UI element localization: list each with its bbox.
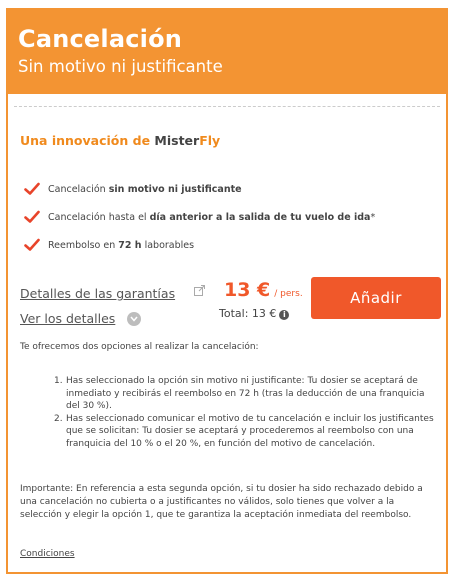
brand-line [20, 133, 220, 148]
brand-name-mister: Mister [154, 133, 200, 148]
feature-text: Reembolso en 72 h laborables [48, 239, 195, 251]
price-total [219, 307, 289, 320]
brand-prefix: Una innovación de [20, 133, 155, 148]
option-item [54, 413, 434, 451]
conditions-link[interactable]: Condiciones [20, 549, 75, 559]
option-text: Has seleccionado la opción sin motivo ni justificante: Tu dosier se aceptará de inmediato y recibirás el reembolso en 72 h (tras la deducción de una franquicia del 30 %). [66, 376, 425, 411]
option-item [54, 375, 434, 413]
check-icon [24, 182, 40, 196]
external-link-icon[interactable] [194, 285, 205, 296]
check-icon [24, 238, 40, 252]
chevron-down-icon[interactable] [127, 312, 141, 326]
view-details-link[interactable]: Ver los detalles [20, 311, 116, 326]
cancellation-card [6, 8, 448, 574]
price-per-label: / pers. [274, 289, 303, 299]
card-body [14, 106, 440, 566]
info-icon[interactable]: i [279, 310, 289, 320]
check-icon [24, 210, 40, 224]
guarantees-row [20, 283, 205, 302]
feature-item [24, 203, 375, 231]
options-intro: Te ofrecemos dos opciones al realizar la cancelación: [20, 342, 259, 352]
option-number: 1. [54, 376, 63, 386]
feature-item [24, 231, 375, 259]
price-amount: 13 € [224, 279, 271, 301]
important-note: Importante: En referencia a esta segunda opción, si tu dosier ha sido rechazado debido a una cancelación no cubierta o a justificantes no válidos, solo tienes que volver a la selección y elegir la opción 1, que te garantiza la aceptación inmediata del reembolso. [20, 484, 423, 520]
add-button[interactable]: Añadir [311, 277, 441, 319]
card-subtitle: Sin motivo ni justificante [18, 57, 223, 76]
card-title: Cancelación [18, 25, 183, 53]
price-per-person [224, 279, 303, 301]
brand-name-fly: Fly [199, 133, 221, 148]
guarantees-details-link[interactable]: Detalles de las garantías [20, 286, 176, 301]
feature-list [24, 175, 375, 259]
feature-text: Cancelación hasta el día anterior a la salida de tu vuelo de ida* [48, 211, 376, 223]
option-text: Has seleccionado comunicar el motivo de tu cancelación e incluir los justificantes que se solicitan: Tu dosier se aceptará y procederemos al reembolso con una franquicia del 10 % o el 20 %, en función del motivo de cancelación. [66, 413, 434, 449]
card-header [8, 10, 446, 94]
options-list [54, 375, 434, 450]
option-number: 2. [54, 413, 63, 424]
total-text: Total: 13 € [219, 307, 277, 320]
feature-item [24, 175, 375, 203]
feature-text: Cancelación sin motivo ni justificante [48, 183, 242, 195]
details-row [20, 311, 141, 326]
